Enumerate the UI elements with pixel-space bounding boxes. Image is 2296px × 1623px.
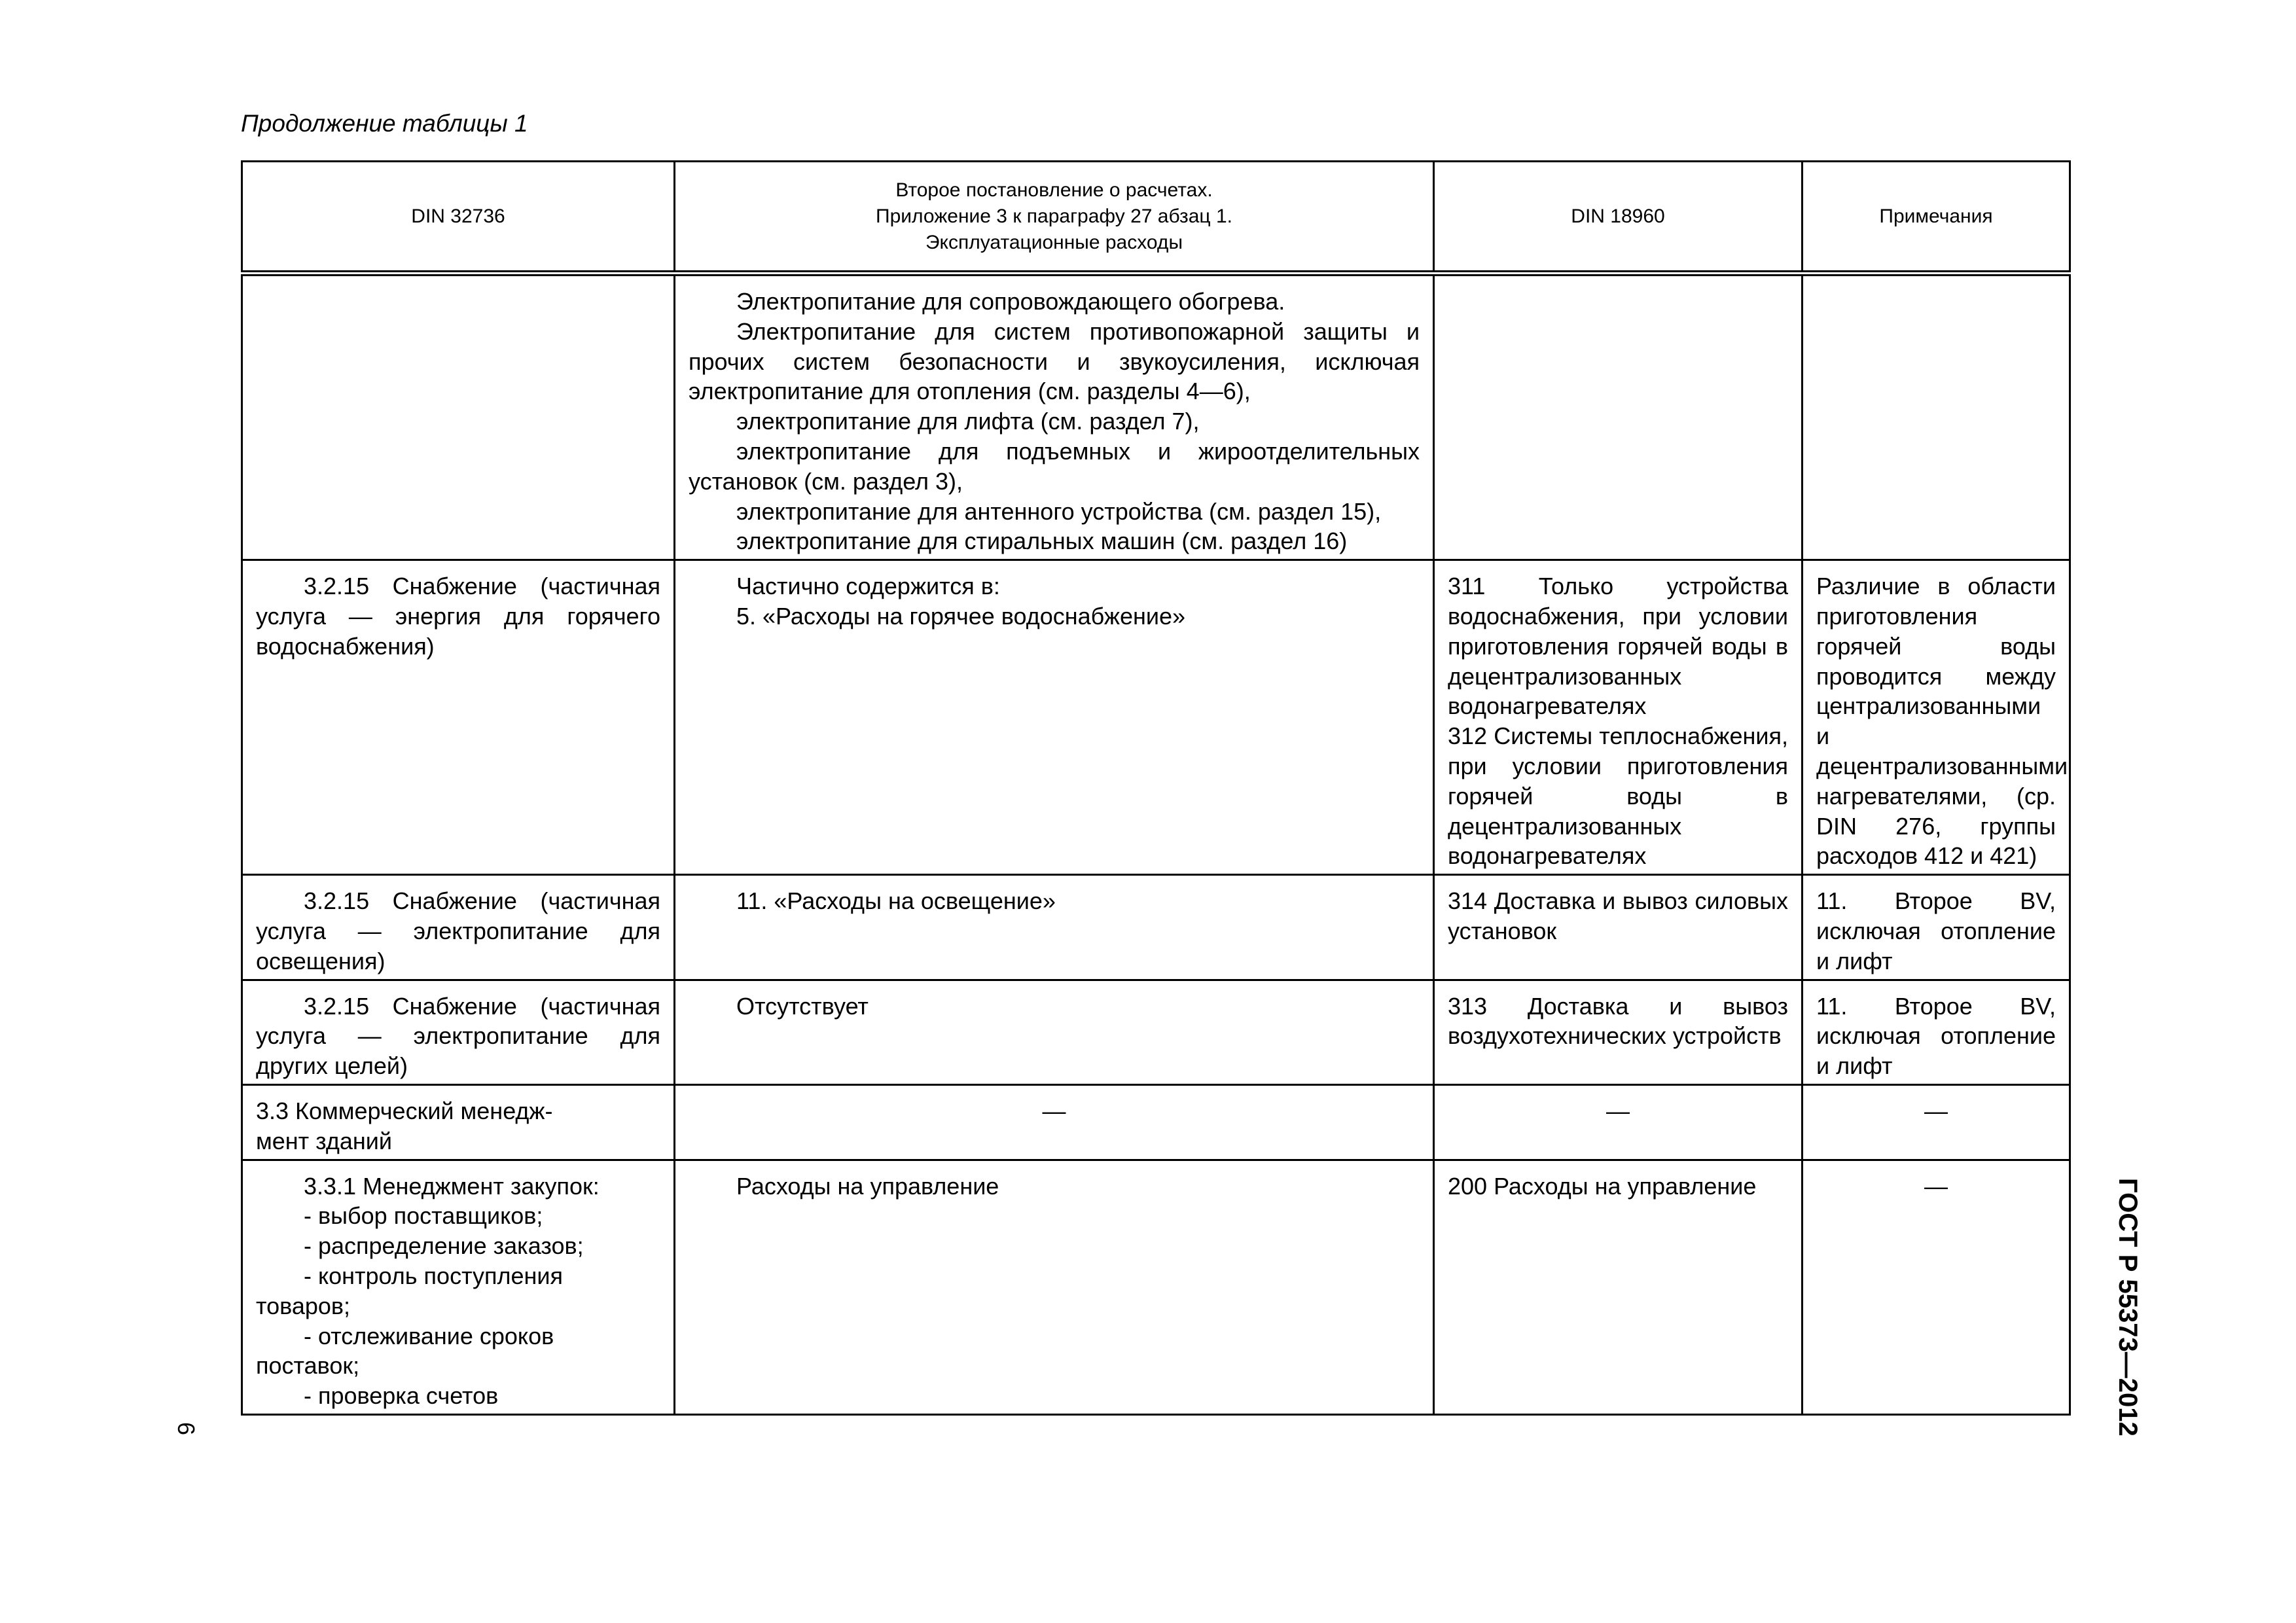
- table-row: [242, 560, 2070, 875]
- cell-paragraph: 3.2.15 Снабжение (частичная услуга — электропитание для освещения): [256, 887, 660, 974]
- cell-paragraph: 314 Доставка и вывоз силовых установок: [1448, 887, 1788, 944]
- cell-din18960-dash: —: [1434, 1084, 1803, 1160]
- cell-paragraph: 11. «Расходы на освещение»: [736, 887, 1056, 915]
- table-row: [242, 980, 2070, 1084]
- table-row: [242, 875, 2070, 980]
- cell-list-item: - выбор поставщиков;: [304, 1202, 543, 1230]
- header-line: Эксплуатационные расходы: [925, 231, 1183, 253]
- cell-paragraph: Частично содержится в:: [736, 573, 1000, 600]
- cell-paragraph: 3.2.15 Снабжение (частичная услуга — энергия для горячего водоснабжения): [256, 573, 660, 660]
- cell-paragraph: электропитание для стиральных машин (см. раздел 16): [736, 527, 1348, 555]
- cell-din18960: [1434, 560, 1803, 875]
- cell-din32736: [242, 1160, 675, 1414]
- cell-din32736: [242, 1084, 675, 1160]
- cell-paragraph: электропитание для лифта (см. раздел 7),: [736, 408, 1200, 435]
- header-line: Приложение 3 к параграфу 27 абзац 1.: [876, 205, 1232, 227]
- cell-paragraph: 313 Доставка и вывоз воздухотехнических устройств: [1448, 992, 1788, 1050]
- table-row: [242, 274, 2070, 560]
- table-header-row: [242, 162, 2070, 274]
- cell-paragraph: 3.2.15 Снабжение (частичная услуга — электропитание для других целей): [256, 992, 660, 1080]
- table-row: [242, 1084, 2070, 1160]
- cell-list-item: - распределение заказов;: [304, 1232, 584, 1260]
- cell-list-item: - проверка счетов: [304, 1382, 499, 1410]
- cell-notes: [1803, 875, 2070, 980]
- cell-notes-dash: —: [1803, 1160, 2070, 1414]
- cell-list-item: - контроль поступления товаров;: [256, 1262, 563, 1319]
- header-line: Второе постановление о расчетах.: [895, 179, 1213, 201]
- cell-paragraph: электропитание для подъемных и жироотделительных установок (см. раздел 3),: [689, 437, 1420, 495]
- cell-regulation: [675, 980, 1434, 1084]
- cell-din18960: [1434, 980, 1803, 1084]
- cell-regulation-dash: —: [675, 1084, 1434, 1160]
- cell-paragraph: 312 Системы теплоснабжения, при условии приготовления горячей воды в децентрализованных водонагревателях: [1448, 722, 1788, 870]
- header-notes: Примечания: [1803, 162, 2070, 274]
- cell-paragraph: Электропитание для сопровождающего обогрева.: [736, 288, 1285, 315]
- standard-code: ГОСТ Р 55373—2012: [2113, 1178, 2142, 1436]
- cell-paragraph: электропитание для антенного устройства (см. раздел 15),: [736, 497, 1382, 525]
- cell-regulation: [675, 875, 1434, 980]
- cell-paragraph: 11. Второе BV, исключая отопление и лифт: [1816, 992, 2056, 1080]
- cell-paragraph: 3.3.1 Менеджмент закупок:: [304, 1172, 600, 1200]
- header-din18960: DIN 18960: [1434, 162, 1803, 274]
- cell-paragraph: 3.3 Коммерческий менедж-: [256, 1097, 553, 1124]
- cell-paragraph: 5. «Расходы на горячее водоснабжение»: [736, 602, 1186, 630]
- cell-din32736: [242, 980, 675, 1084]
- cell-paragraph: Различие в области приготовления горячей воды проводится между централизованными и децентрализованными нагревателями, (ср. DIN 276, группы расходов 412 и 421): [1816, 573, 2068, 870]
- cell-paragraph: Электропитание для систем противопожарной защиты и прочих систем безопасности и звукоусиления, исключая электропитание для отопления (см. разделы 4—6),: [689, 317, 1420, 405]
- cell-regulation: [675, 274, 1434, 560]
- header-second-regulation: [675, 162, 1434, 274]
- cell-notes-dash: —: [1803, 1084, 2070, 1160]
- page-number: 6: [173, 1422, 200, 1436]
- cell-paragraph: мент зданий: [256, 1127, 392, 1154]
- cell-notes: [1803, 274, 2070, 560]
- cell-paragraph: Расходы на управление: [736, 1172, 999, 1200]
- table-caption: Продолжение таблицы 1: [241, 110, 528, 137]
- cell-din18960: [1434, 1160, 1803, 1414]
- cell-paragraph: Отсутствует: [736, 992, 869, 1020]
- cell-din18960: [1434, 875, 1803, 980]
- cell-paragraph: 11. Второе BV, исключая отопление и лифт: [1816, 887, 2056, 974]
- cell-regulation: [675, 1160, 1434, 1414]
- header-din32736: DIN 32736: [242, 162, 675, 274]
- table-row: [242, 1160, 2070, 1414]
- cell-paragraph: 200 Расходы на управление: [1448, 1172, 1757, 1200]
- cell-din32736: [242, 274, 675, 560]
- cell-din18960: [1434, 274, 1803, 560]
- cell-notes: [1803, 980, 2070, 1084]
- cell-paragraph: 311 Только устройства водоснабжения, при условии приготовления горячей воды в децентрализованных водонагревателях: [1448, 573, 1788, 720]
- cell-notes: [1803, 560, 2070, 875]
- data-table: [241, 160, 2071, 1416]
- cell-list-item: - отслеживание сроков поставок;: [256, 1322, 554, 1380]
- cell-din32736: [242, 875, 675, 980]
- cell-din32736: [242, 560, 675, 875]
- cell-regulation: [675, 560, 1434, 875]
